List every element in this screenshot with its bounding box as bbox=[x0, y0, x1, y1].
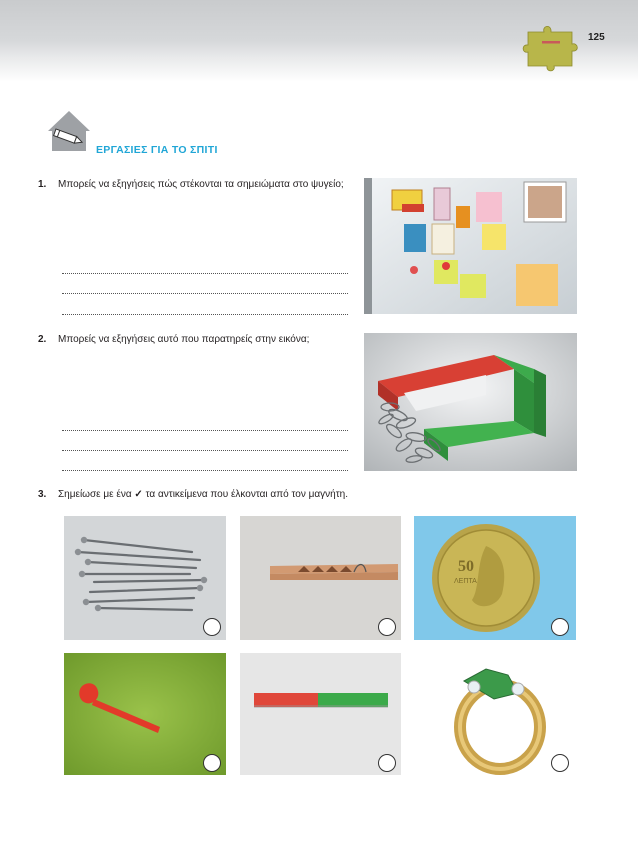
question-1 bbox=[38, 178, 358, 192]
section-title: ΕΡΓΑΣΙΕΣ ΓΙΑ ΤΟ ΣΠΙΤΙ bbox=[96, 144, 218, 156]
answer-line[interactable] bbox=[62, 430, 348, 431]
coin-unit: ΛΕΠΤΑ bbox=[454, 578, 477, 585]
coin-value: 50 bbox=[458, 558, 474, 575]
question-number: 3. bbox=[38, 489, 47, 500]
answer-checkbox[interactable] bbox=[203, 618, 221, 636]
page-number: 125 bbox=[588, 32, 605, 43]
question-number: 1. bbox=[38, 179, 47, 190]
answer-checkbox[interactable] bbox=[203, 754, 221, 772]
answer-line[interactable] bbox=[62, 470, 348, 471]
nails-photo bbox=[64, 516, 226, 640]
answer-checkbox[interactable] bbox=[378, 618, 396, 636]
puzzle-piece-icon bbox=[520, 22, 584, 74]
check-mark-icon: ✓ bbox=[134, 489, 143, 500]
question-text: Μπορείς να εξηγήσεις αυτό που παρατηρείς στην εικόνα; bbox=[58, 334, 310, 345]
answer-checkbox[interactable] bbox=[551, 754, 569, 772]
answer-line[interactable] bbox=[62, 314, 348, 315]
question-text: τα αντικείμενα που έλκονται από τον μαγνήτη. bbox=[145, 489, 348, 500]
plastic-spoon-photo bbox=[64, 653, 226, 775]
answer-line[interactable] bbox=[62, 273, 348, 274]
answer-checkbox[interactable] bbox=[378, 754, 396, 772]
bar-magnet-photo bbox=[240, 653, 401, 775]
question-number: 2. bbox=[38, 334, 47, 345]
answer-line[interactable] bbox=[62, 293, 348, 294]
question-text: Μπορείς να εξηγήσεις πώς στέκονται τα σημειώματα στο ψυγείο; bbox=[58, 179, 344, 190]
gold-ring-photo bbox=[414, 653, 576, 775]
question-2 bbox=[38, 333, 358, 347]
fridge-magnets-photo bbox=[364, 178, 577, 314]
question-text: Σημείωσε με ένα bbox=[58, 489, 132, 500]
answer-checkbox[interactable] bbox=[551, 618, 569, 636]
question-3 bbox=[38, 488, 348, 502]
answer-line[interactable] bbox=[62, 450, 348, 451]
wooden-clothespin-photo bbox=[240, 516, 401, 640]
house-pencil-icon bbox=[46, 107, 92, 153]
horseshoe-magnet-paperclips-photo bbox=[364, 333, 577, 471]
